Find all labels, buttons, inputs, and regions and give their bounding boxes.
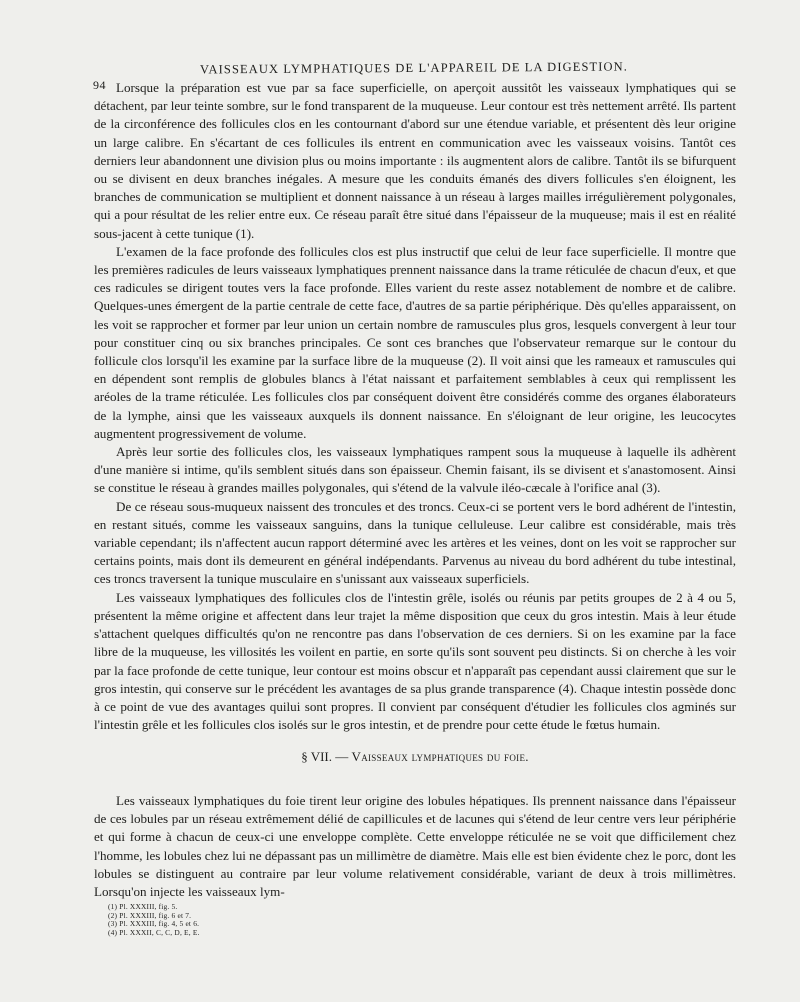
footnotes	[108, 903, 408, 937]
running-title: VAISSEAUX LYMPHATIQUES DE L'APPAREIL DE LA DIGESTION.	[199, 59, 628, 77]
footnote: (4) Pl. XXXII, C, C, D, E, E.	[108, 927, 200, 937]
footnote: (3) Pl. XXXIII, fig. 4, 5 et 6.	[108, 919, 200, 929]
paragraph: De ce réseau sous-muqueux naissent des troncules et des troncs. Ceux-ci se portent vers le bord adhérent de l'intestin, en restant situés, comme les vaisseaux sanguins, dans la tunique celluleuse. Leur calibre est considérable, mais très variable cependant; ils n'affectent aucun rapport déterminé avec les artères et les veines, dont on les voit se rapprocher sur certains points, mais dont ils demeurent en général indépendants. Parvenus au niveau du bord adhérent du tube intestinal, ces troncs traversent la tunique musculaire en s'unissant aux vaisseaux superficiels.	[94, 498, 736, 587]
footnote: (2) Pl. XXXIII, fig. 6 et 7.	[108, 910, 192, 920]
section-title: Vaisseaux lymphatiques du foie.	[351, 749, 529, 764]
paragraph: Les vaisseaux lymphatiques des follicules clos de l'intestin grêle, isolés ou réunis par petits groupes de 2 à 4 ou 5, présentent la même origine et affectent dans leur trajet la même disposition que ceux du gros intestin. Mais à leur étude s'attachent quelques difficultés qu'on ne rencontre pas dans l'observation de ces derniers. Si on les examine par la face libre de la muqueuse, les villosités les voilent en partie, en sorte qu'ils sont souvent peu distincts. Si on cherche à les voir par la face profonde de cette tunique, leur contour est moins obscur et n'apparaît pas cependant aussi clairement que sur le gros intestin, qui conserve sur le précédent les avantages de sa plus grande transparence (4). Chaque intestin possède donc à ce point de vue des avantages quilui sont propres. Il convient par conséquent d'étudier les follicules clos agminés sur l'intestin grêle et les follicules clos isolés sur le gros intestin, et de prendre pour cette étude le fœtus humain.	[94, 589, 736, 733]
section-number: § VII. —	[301, 749, 349, 764]
section-text	[94, 792, 736, 901]
page-number: 94	[93, 78, 106, 92]
paragraph: Les vaisseaux lymphatiques du foie tirent leur origine des lobules hépatiques. Ils prennent naissance dans l'épaisseur de ces lobules par un réseau extrêmement délié de capillicules et de lacunes qui s'étend de leur centre vers leur périphérie et qui forme à chacun de ceux-ci une enveloppe complète. Cette enveloppe réticulée ne se voit que difficilement chez l'homme, les lobules chez lui ne dépassant pas un millimètre de diamètre. Mais elle est bien évidente chez le porc, dont les lobules se distinguent au contraire par leur volume relativement considérable, variant de deux à trois millimètres. Lorsqu'on injecte les vaisseaux lym-	[94, 793, 736, 900]
section-heading	[250, 749, 580, 765]
paragraph: Après leur sortie des follicules clos, les vaisseaux lymphatiques rampent sous la muqueuse à laquelle ils adhèrent d'une manière si intime, qu'ils semblent situés dans son épaisseur. Chemin faisant, ils se divisent et s'anastomosent. Ainsi se constitue le réseau à grandes mailles polygonales, qui s'étend de la valvule iléo-cæcale à l'orifice anal (3).	[94, 444, 736, 496]
paragraph: L'examen de la face profonde des follicules clos est plus instructif que celui de leur face superficielle. Il montre que les premières radicules de leurs vaisseaux lymphatiques prennent naissance dans la trame réticulée de chacun d'eux, et que ces radicules se dirigent toutes vers la face profonde. Elles varient du reste assez notablement de nombre et de calibre. Quelques-unes émergent de la partie centrale de cette face, d'autres de sa partie périphérique. Dès qu'elles apparaissent, on les voit se rapprocher et former par leur union un certain nombre de ramuscules plus gros, lesquels convergent à leur tour pour constituer cinq ou six branches principales. Ce sont ces branches que l'observateur remarque sur le contour du follicule clos lorsqu'il les examine par la surface libre de la muqueuse (2). Il voit ainsi que les rameaux et ramuscules qui en dépendent sont remplis de globules blancs à l'état naissant et parfaitement semblables à ceux qui remplissent les aréoles de la trame réticulée. Les follicules clos par conséquent doivent être considérés comme des organes élaborateurs de la lymphe, ainsi que les vaisseaux auxquels ils donnent naissance. En s'éloignant de leur origine, les leucocytes augmentent progressivement de volume.	[94, 243, 736, 441]
main-text	[94, 79, 736, 734]
paragraph: Lorsque la préparation est vue par sa face superficielle, on aperçoit aussitôt les vaisseaux lymphatiques qui se détachent, par leur teinte sombre, sur le fond transparent de la muqueuse. Leur contour est très nettement arrêté. Ils partent de la circonférence des follicules clos en les contournant d'abord sur une étendue variable, et présentent dès leur origine un large calibre. En s'écartant de ces follicules ils entrent en communication avec les vaisseaux voisins. Tantôt ces derniers leur abandonnent une division plus ou moins importante : ils augmentent alors de calibre. Tantôt ils se bifurquent ou se divisent en deux branches inégales. A mesure que les conduits émanés des divers follicules s'en éloignent, les branches de communication se multiplient et donnent naissance à un réseau à larges mailles irrégulièrement polygonales, qui a pour résultat de les relier entre eux. Ce réseau paraît être situé dans l'épaisseur de la muqueuse; mais il est en réalité sous-jacent à cette tunique (1).	[94, 80, 736, 241]
footnote: (1) Pl. XXXIII, fig. 5.	[108, 902, 178, 911]
